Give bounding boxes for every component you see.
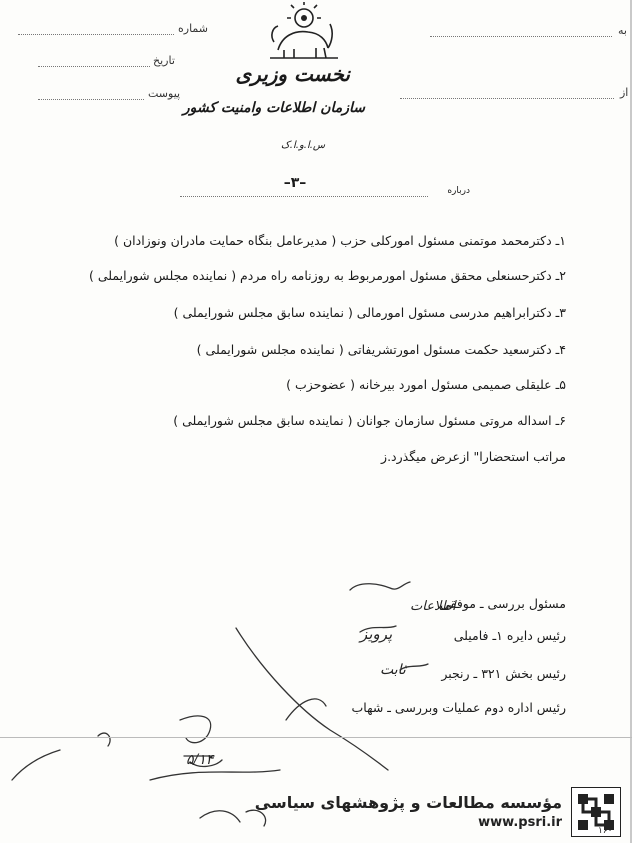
list-item: ۶ـ اسداله مروتی مسئول سازمان جوانان ( نماینده سابق مجلس شورایملی )	[173, 413, 566, 428]
signature-line: رئیس دایره ۱ـ فامیلی	[453, 628, 566, 643]
list-item: ۲ـ دکترحسنعلی محقق مسئول امورمربوط به روزنامه راه مردم ( نماینده مجلس شورایملی )	[89, 268, 566, 283]
from-field-line	[400, 98, 614, 99]
closing-line: مراتب استحضارا" ازعرض میگذرد.ز	[381, 449, 566, 464]
lion-and-sun-emblem-icon	[264, 2, 344, 64]
signature-line: رئیس بخش ۳۲۱ ـ رنجبر	[441, 666, 566, 681]
institute-name: مؤسسه مطالعات و پژوهشهای سیاسی	[254, 793, 562, 812]
handwritten-signature: اطلاعات	[410, 599, 456, 614]
reference-code: س.ا.و.ا.ک	[280, 140, 326, 151]
date-label: تاریخ	[153, 54, 175, 67]
ministry-title: نخست وزیری	[235, 62, 350, 86]
attachment-field-line	[38, 99, 144, 100]
list-item: ۱ـ دکترمحمد موتمنی مسئول اموركلی حزب ( مدیرعامل بنگاه حمایت مادران ونوزادان )	[114, 233, 566, 248]
organization-title: سازمان اطلاعات وامنیت کشور	[182, 100, 365, 116]
number-field-line	[18, 34, 174, 35]
number-label: شماره	[178, 22, 209, 35]
institute-logo-icon	[572, 788, 620, 836]
footer-code: ۱۶۰	[598, 826, 613, 836]
list-item: ۳ـ دکترابراهیم مدرسی مسئول امورمالی ( نماینده سابق مجلس شورایملی )	[173, 305, 566, 320]
subject-label: درباره	[447, 186, 470, 196]
institute-url[interactable]: www.psri.ir	[478, 815, 562, 830]
signature-line: رئیس اداره دوم عملیات وبررسی ـ شهاب	[351, 700, 566, 715]
signature-line: مسئول بررسی ـ موفقی	[440, 596, 566, 611]
to-field-line	[430, 36, 612, 37]
list-item: ۵ـ علیقلی صمیمی مسئول امورد بیرخانه ( عضوحزب )	[286, 377, 566, 392]
page-number: –۳–	[283, 175, 307, 191]
scan-band	[0, 737, 632, 738]
subject-field-line	[180, 196, 428, 197]
margin-date: ۵/۱۴	[186, 752, 214, 768]
list-item: ۴ـ دکترسعید حکمت مسئول امورتشریفاتی ( نماینده مجلس شورایملی )	[196, 342, 566, 357]
from-label: از	[620, 86, 629, 99]
to-label: به	[618, 24, 627, 37]
attachment-label: پیوست	[148, 87, 181, 100]
date-field-line	[38, 66, 150, 67]
handwritten-signature: ثابت	[380, 662, 406, 678]
handwritten-signature: پرویز	[360, 625, 393, 643]
institute-logo	[571, 787, 621, 837]
